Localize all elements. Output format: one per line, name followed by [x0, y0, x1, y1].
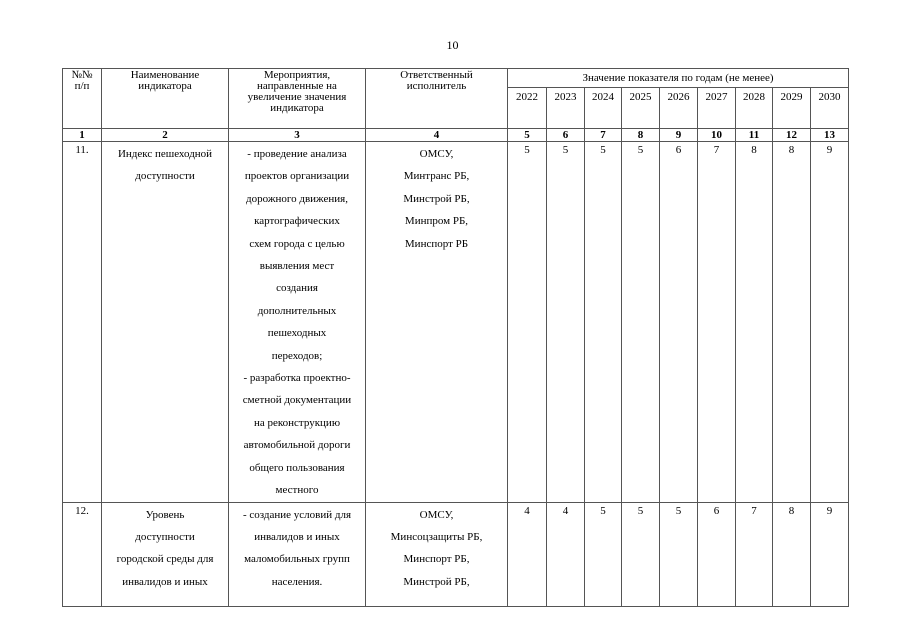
- indicator-name-line: Индекс пешеходной: [117, 148, 213, 160]
- indicator-name-line: доступности: [135, 530, 195, 543]
- executor-line: ОМСУ,: [419, 148, 454, 160]
- header-executor-label: исполнитель: [406, 80, 467, 92]
- indicator-name-cell: [102, 502, 229, 606]
- executor-line: Минспорт РБ: [404, 237, 469, 250]
- row-number-cell: 11.: [63, 142, 102, 503]
- column-number-cell: 2: [102, 129, 229, 142]
- indicator-name-line: доступности: [135, 170, 195, 183]
- column-number-cell: 11: [736, 129, 773, 142]
- measures-cell: [229, 502, 366, 606]
- executor-line: Минстрой РБ,: [403, 575, 470, 588]
- value-cell: 8: [773, 142, 811, 503]
- header-name-cell: [102, 69, 229, 129]
- value-cell: 8: [736, 142, 773, 503]
- measure-line: дорожного движения,: [246, 192, 348, 205]
- column-number-cell: 4: [366, 129, 508, 142]
- measure-line: дополнительных: [257, 304, 337, 317]
- indicator-table: [62, 68, 849, 607]
- row-number-cell: 12.: [63, 502, 102, 606]
- column-number-cell: 8: [622, 129, 660, 142]
- header-measures-label: направленные на: [257, 80, 337, 92]
- table-header-row: [63, 69, 849, 88]
- value-cell: 9: [811, 142, 849, 503]
- measure-line: населения.: [271, 575, 323, 588]
- measure-line: картографических: [254, 215, 340, 228]
- measure-line: инвалидов и иных: [254, 530, 340, 543]
- year-header-cell: 2027: [698, 88, 736, 129]
- measure-line: сметной документации: [242, 394, 352, 407]
- executor-line: Минстрой РБ,: [403, 192, 470, 205]
- header-measures-cell: [229, 69, 366, 129]
- measure-line: - разработка проектно-: [243, 372, 351, 385]
- indicator-name-line: Уровень: [145, 508, 185, 521]
- page-number: 10: [446, 38, 459, 52]
- measure-line: пешеходных: [267, 327, 327, 340]
- value-cell: 5: [660, 502, 698, 606]
- value-cell: 6: [660, 142, 698, 503]
- measure-line: выявления мест: [259, 260, 335, 273]
- indicator-name-line: городской среды для: [116, 553, 214, 566]
- measure-line: общего пользования: [249, 461, 345, 474]
- value-cell: 4: [508, 502, 547, 606]
- header-num-cell: [63, 69, 102, 129]
- year-header-cell: 2024: [585, 88, 622, 129]
- column-number-cell: 1: [63, 129, 102, 142]
- year-header-cell: 2023: [547, 88, 585, 129]
- executor-cell: [366, 502, 508, 606]
- value-cell: 5: [585, 142, 622, 503]
- executor-line: Минпром РБ,: [404, 215, 469, 228]
- column-number-cell: 3: [229, 129, 366, 142]
- header-values-label: Значение показателя по годам (не менее): [508, 69, 849, 88]
- header-executor-label: Ответственный: [400, 69, 473, 81]
- column-number-cell: 13: [811, 129, 849, 142]
- year-header-cell: 2030: [811, 88, 849, 129]
- column-number-cell: 9: [660, 129, 698, 142]
- column-number-cell: 5: [508, 129, 547, 142]
- year-header-cell: 2028: [736, 88, 773, 129]
- header-num-label: п/п: [74, 80, 90, 92]
- indicator-name-cell: [102, 142, 229, 503]
- header-measures-label: индикатора: [270, 102, 324, 114]
- value-cell: 4: [547, 502, 585, 606]
- value-cell: 6: [698, 502, 736, 606]
- column-number-cell: 6: [547, 129, 585, 142]
- year-header-cell: 2022: [508, 88, 547, 129]
- year-header-cell: 2026: [660, 88, 698, 129]
- header-measures-label: Мероприятия,: [263, 69, 331, 81]
- measure-line: местного: [275, 484, 319, 497]
- column-number-row: [63, 129, 849, 142]
- column-number-cell: 7: [585, 129, 622, 142]
- column-number-cell: 12: [773, 129, 811, 142]
- table-row: [63, 142, 849, 503]
- value-cell: 5: [547, 142, 585, 503]
- value-cell: 8: [773, 502, 811, 606]
- table-row: [63, 502, 849, 606]
- executor-line: Минтранс РБ,: [403, 170, 470, 183]
- header-num-label: №№: [71, 69, 93, 81]
- measure-line: - создание условий для: [242, 508, 352, 521]
- value-cell: 7: [736, 502, 773, 606]
- value-cell: 5: [508, 142, 547, 503]
- header-executor-cell: [366, 69, 508, 129]
- header-measures-label: увеличение значения: [247, 91, 347, 103]
- year-header-cell: 2025: [622, 88, 660, 129]
- measure-line: автомобильной дороги: [243, 439, 351, 452]
- executor-line: Минсоцзащиты РБ,: [390, 530, 483, 543]
- executor-line: Минспорт РБ,: [403, 553, 470, 566]
- header-name-label: индикатора: [138, 80, 192, 92]
- measure-line: проектов организации: [244, 170, 350, 183]
- measure-line: на реконструкцию: [253, 416, 341, 429]
- measure-line: - проведение анализа: [247, 148, 347, 160]
- measure-line: маломобильных групп: [244, 553, 350, 566]
- value-cell: 9: [811, 502, 849, 606]
- value-cell: 5: [622, 142, 660, 503]
- measure-line: переходов;: [271, 349, 323, 362]
- measure-line: создания: [276, 282, 318, 295]
- executor-cell: [366, 142, 508, 503]
- executor-line: ОМСУ,: [419, 508, 454, 521]
- year-header-cell: 2029: [773, 88, 811, 129]
- measures-cell: [229, 142, 366, 503]
- header-name-label: Наименование: [130, 69, 200, 81]
- indicator-name-line: инвалидов и иных: [122, 575, 208, 588]
- value-cell: 5: [585, 502, 622, 606]
- column-number-cell: 10: [698, 129, 736, 142]
- value-cell: 5: [622, 502, 660, 606]
- value-cell: 7: [698, 142, 736, 503]
- measure-line: схем города с целью: [249, 237, 345, 250]
